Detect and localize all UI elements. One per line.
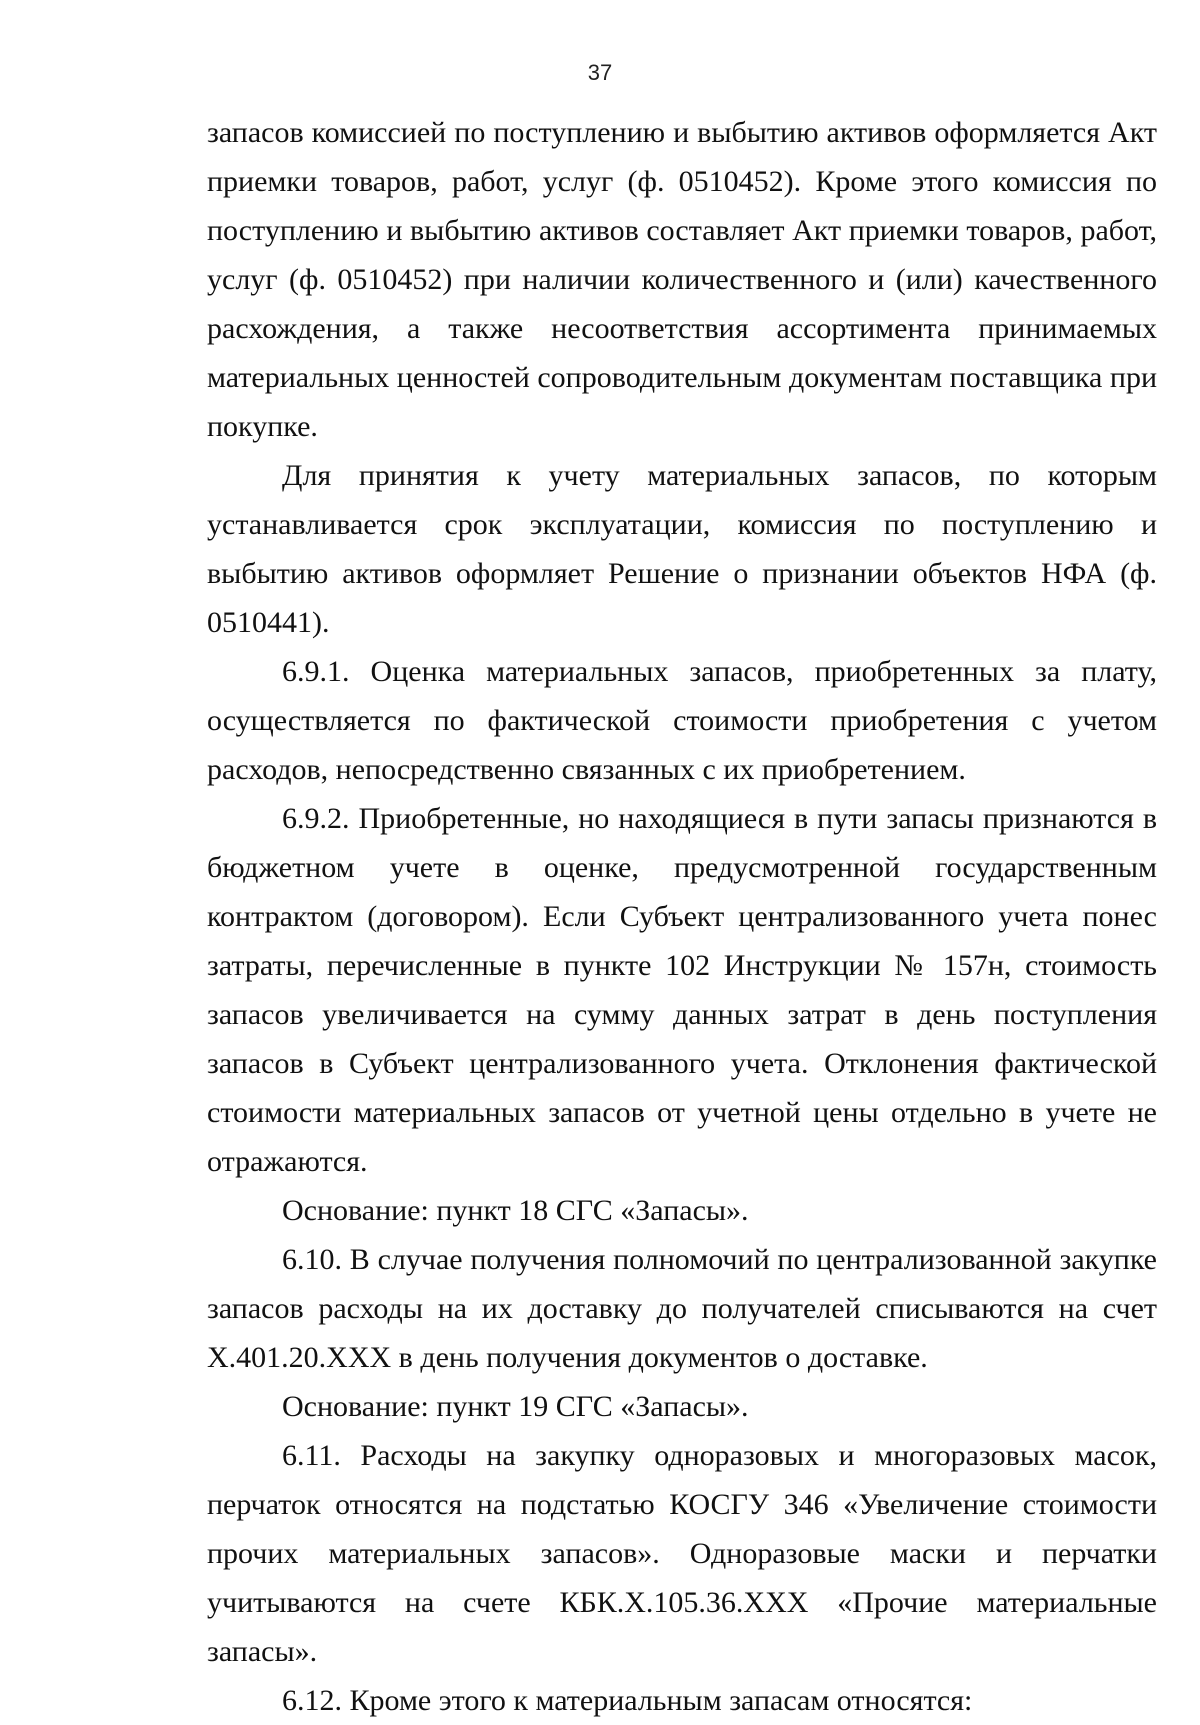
paragraph-continuation: запасов комиссией по поступлению и выбытию активов оформляется Акт приемки товаров, работ, услуг (ф. 0510452). Кроме этого комиссия по поступлению и выбытию активов составляет Акт приемки товаров, работ, услуг (ф. 0510452) при наличии количественного и (или) качественного расхождения, а также несоответствия ассортимента принимаемых материальных ценностей сопроводительным документам поставщика при покупке.	[207, 116, 1157, 443]
paragraph-basis-18: Основание: пункт 18 СГС «Запасы».	[282, 1194, 749, 1227]
paragraph-nfa-recognition: Для принятия к учету материальных запасов, по которым устанавливается срок эксплуатации, комиссия по поступлению и выбытию активов оформляет Решение о признании объектов НФА (ф. 0510441).	[207, 459, 1157, 639]
document-body	[207, 108, 1157, 1725]
paragraph-6-10: 6.10. В случае получения полномочий по централизованной закупке запасов расходы на их доставку до получателей списываются на счет Х.401.20.ХХХ в день получения документов о доставке.	[207, 1243, 1157, 1374]
paragraph-6-11: 6.11. Расходы на закупку одноразовых и многоразовых масок, перчаток относятся на подстатью КОСГУ 346 «Увеличение стоимости прочих материальных запасов». Одноразовые маски и перчатки учитываются на счете КБК.Х.105.36.ХХХ «Прочие материальные запасы».	[207, 1439, 1157, 1668]
paragraph-basis-19: Основание: пункт 19 СГС «Запасы».	[282, 1390, 749, 1423]
paragraph-6-12: 6.12. Кроме этого к материальным запасам относятся:	[282, 1684, 973, 1717]
paragraph-6-9-1: 6.9.1. Оценка материальных запасов, приобретенных за плату, осуществляется по фактической стоимости приобретения с учетом расходов, непосредственно связанных с их приобретением.	[207, 655, 1157, 786]
page-number: 37	[587, 60, 613, 85]
paragraph-6-9-2: 6.9.2. Приобретенные, но находящиеся в пути запасы признаются в бюджетном учете в оценке, предусмотренной государственным контрактом (договором). Если Субъект централизованного учета понес затраты, перечисленные в пункте 102 Инструкции № 157н, стоимость запасов увеличивается на сумму данных затрат в день поступления запасов в Субъект централизованного учета. Отклонения фактической стоимости материальных запасов от учетной цены отдельно в учете не отражаются.	[207, 802, 1157, 1178]
